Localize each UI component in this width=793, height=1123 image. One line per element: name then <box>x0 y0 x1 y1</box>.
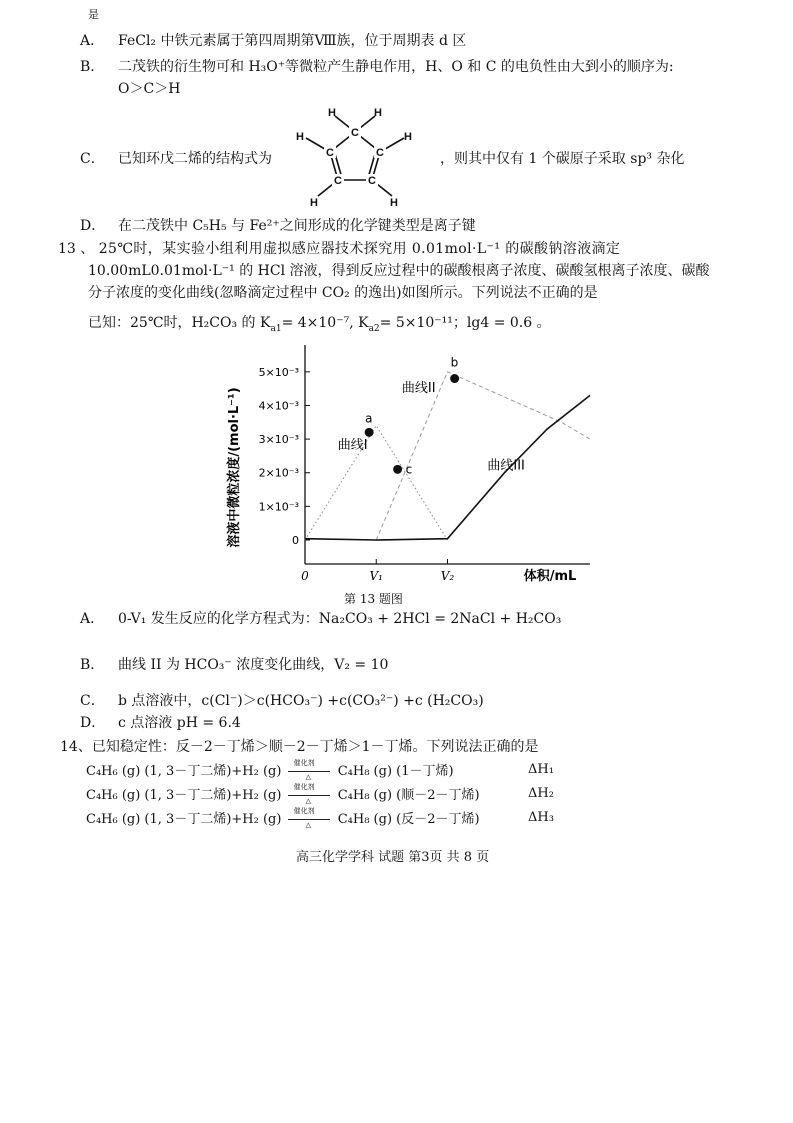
top-fragment: 是 <box>88 8 99 21</box>
q13-line3: 分子浓度的变化曲线(忽略滴定过程中 CO₂ 的逸出)如图所示。下列说法不正确的是 <box>88 285 598 301</box>
atom-h: H <box>296 131 304 143</box>
q13-option-b <box>80 654 388 674</box>
reaction-arrow <box>286 758 334 781</box>
q13-line1 <box>58 238 620 258</box>
q13-option-a <box>80 608 561 628</box>
page-footer: 高三化学学科 试题 第3页 共 8 页 <box>296 850 490 865</box>
y-axis-label: 溶液中微粒浓度/(mol·L⁻¹) <box>227 387 242 548</box>
atom-h: H <box>374 107 382 119</box>
atom-c: C <box>368 175 376 187</box>
catalyst-label: 催化剂 <box>293 758 315 767</box>
heat-symbol: △ <box>305 820 311 829</box>
reaction-right: C₄H₈ (g) (反－2－丁烯) <box>337 812 480 827</box>
reaction-left: C₄H₆ (g) (1, 3－丁二烯)+H₂ (g) <box>86 764 282 779</box>
data-point-a <box>365 428 374 437</box>
option-text: FeCl₂ 中铁元素属于第四周期第Ⅷ族，位于周期表 d 区 <box>118 33 467 49</box>
reaction-left: C₄H₆ (g) (1, 3－丁二烯)+H₂ (g) <box>86 788 282 803</box>
q13-known <box>88 312 551 334</box>
option-text: 曲线 II 为 HCO₃⁻ 浓度变化曲线，V₂ = 10 <box>118 657 389 673</box>
option-letter: A． <box>80 611 105 627</box>
q14-reaction-1 <box>86 760 454 779</box>
q12-option-d <box>80 215 476 235</box>
option-letter: D． <box>80 715 106 731</box>
q12-option-b-cont: O＞C＞H <box>118 81 181 97</box>
atom-h: H <box>328 107 336 119</box>
point-label: c <box>405 462 413 477</box>
heat-symbol: △ <box>305 772 311 781</box>
option-text: 已知环戊二烯的结构式为 <box>118 151 272 167</box>
q13-line2: 10.00mL0.01mol·L⁻¹ 的 HCl 溶液，得到反应过程中的碳酸根离子浓度、碳酸氢根离子浓度、碳酸 <box>88 263 710 279</box>
q14-dh2: ΔH₂ <box>528 786 554 801</box>
point-label: a <box>365 411 373 426</box>
q12-option-b <box>80 56 674 76</box>
curve-label: 曲线III <box>487 458 525 474</box>
q14-reaction-2 <box>86 784 480 803</box>
q12-option-a <box>80 30 466 50</box>
atom-h: H <box>404 131 412 143</box>
known-end: = 5×10⁻¹¹；lg4 = 0.6 。 <box>379 315 551 331</box>
series-line-3 <box>305 395 590 540</box>
q13-option-c <box>80 690 484 710</box>
atom-c: C <box>376 147 384 159</box>
series-line-2 <box>376 372 590 540</box>
y-tick-label: 1×10⁻³ <box>258 500 299 514</box>
cyclopentadiene-structure <box>290 102 420 210</box>
atom-c: C <box>334 175 342 187</box>
option-text: 二茂铁的衍生物可和 H₃O⁺等微粒产生静电作用，H、O 和 C 的电负性由大到小的顺序为: <box>118 59 674 75</box>
heat-symbol: △ <box>305 796 311 805</box>
option-letter: B． <box>80 59 105 75</box>
known-text: 已知：25℃时，H₂CO₃ 的 K <box>88 315 271 331</box>
q13-stem-line1: 25℃时，某实验小组利用虚拟感应器技术探究用 0.01mol·L⁻¹ 的碳酸钠溶液滴定 <box>98 241 621 257</box>
y-tick-label: 3×10⁻³ <box>258 433 299 447</box>
reaction-arrow <box>286 806 334 829</box>
catalyst-label: 催化剂 <box>293 782 315 791</box>
series-line-1 <box>305 426 448 540</box>
atom-h: H <box>310 197 318 209</box>
x-tick-label: V₁ <box>369 569 383 583</box>
x-axis-label: 体积/mL <box>523 569 577 584</box>
option-letter: C． <box>80 693 105 709</box>
reaction-right: C₄H₈ (g) (顺－2－丁烯) <box>337 788 480 803</box>
q12-option-c <box>80 148 272 168</box>
option-letter: C． <box>80 151 105 167</box>
curve-label: 曲线I <box>337 438 368 454</box>
q13-chart <box>220 340 600 590</box>
atom-c: C <box>326 147 334 159</box>
q14-stem: 14、已知稳定性：反－2－丁烯＞顺－2－丁烯＞1－丁烯。下列说法正确的是 <box>60 739 539 755</box>
q14-dh3: ΔH₃ <box>528 810 554 825</box>
option-text: c 点溶液 pH = 6.4 <box>118 715 241 731</box>
y-tick-label: 0 <box>292 534 299 547</box>
reaction-right: C₄H₈ (g) (1－丁烯) <box>337 764 454 779</box>
x-tick-label: 0 <box>301 569 309 583</box>
option-text: b 点溶液中，c(Cl⁻)＞c(HCO₃⁻) +c(CO₃²⁻) +c (H₂CO₃) <box>118 693 484 709</box>
data-point-c <box>393 465 402 474</box>
option-text: 0-V₁ 发生反应的化学方程式为：Na₂CO₃ + 2HCl = 2NaCl + H₂CO₃ <box>118 611 562 627</box>
ka2-sub: a2 <box>368 323 380 334</box>
reaction-left: C₄H₆ (g) (1, 3－丁二烯)+H₂ (g) <box>86 812 282 827</box>
y-tick-label: 4×10⁻³ <box>258 399 299 413</box>
chart-caption: 第 13 题图 <box>344 592 403 606</box>
option-letter: A． <box>80 33 105 49</box>
y-tick-label: 5×10⁻³ <box>258 365 299 379</box>
atom-c: C <box>351 127 359 139</box>
reaction-arrow <box>286 782 334 805</box>
ka1-sub: a1 <box>270 323 282 334</box>
option-text: 在二茂铁中 C₅H₅ 与 Fe²⁺之间形成的化学键类型是离子键 <box>118 218 476 234</box>
q14-dh1: ΔH₁ <box>528 762 554 777</box>
q12-option-c-cont: ，则其中仅有 1 个碳原子采取 sp³ 杂化 <box>440 151 685 167</box>
q13-option-d <box>80 712 241 732</box>
data-point-b <box>450 374 459 383</box>
catalyst-label: 催化剂 <box>293 806 315 815</box>
curve-label: 曲线II <box>401 381 436 396</box>
known-rest: = 4×10⁻⁷, K <box>281 315 369 331</box>
option-letter: D． <box>80 218 106 234</box>
x-tick-label: V₂ <box>440 569 455 583</box>
q13-number: 13 、 <box>58 241 95 257</box>
y-tick-label: 2×10⁻³ <box>258 466 299 480</box>
atom-h: H <box>390 197 398 209</box>
q14-reaction-3 <box>86 808 480 827</box>
point-label: b <box>450 355 459 370</box>
option-letter: B． <box>80 657 105 673</box>
